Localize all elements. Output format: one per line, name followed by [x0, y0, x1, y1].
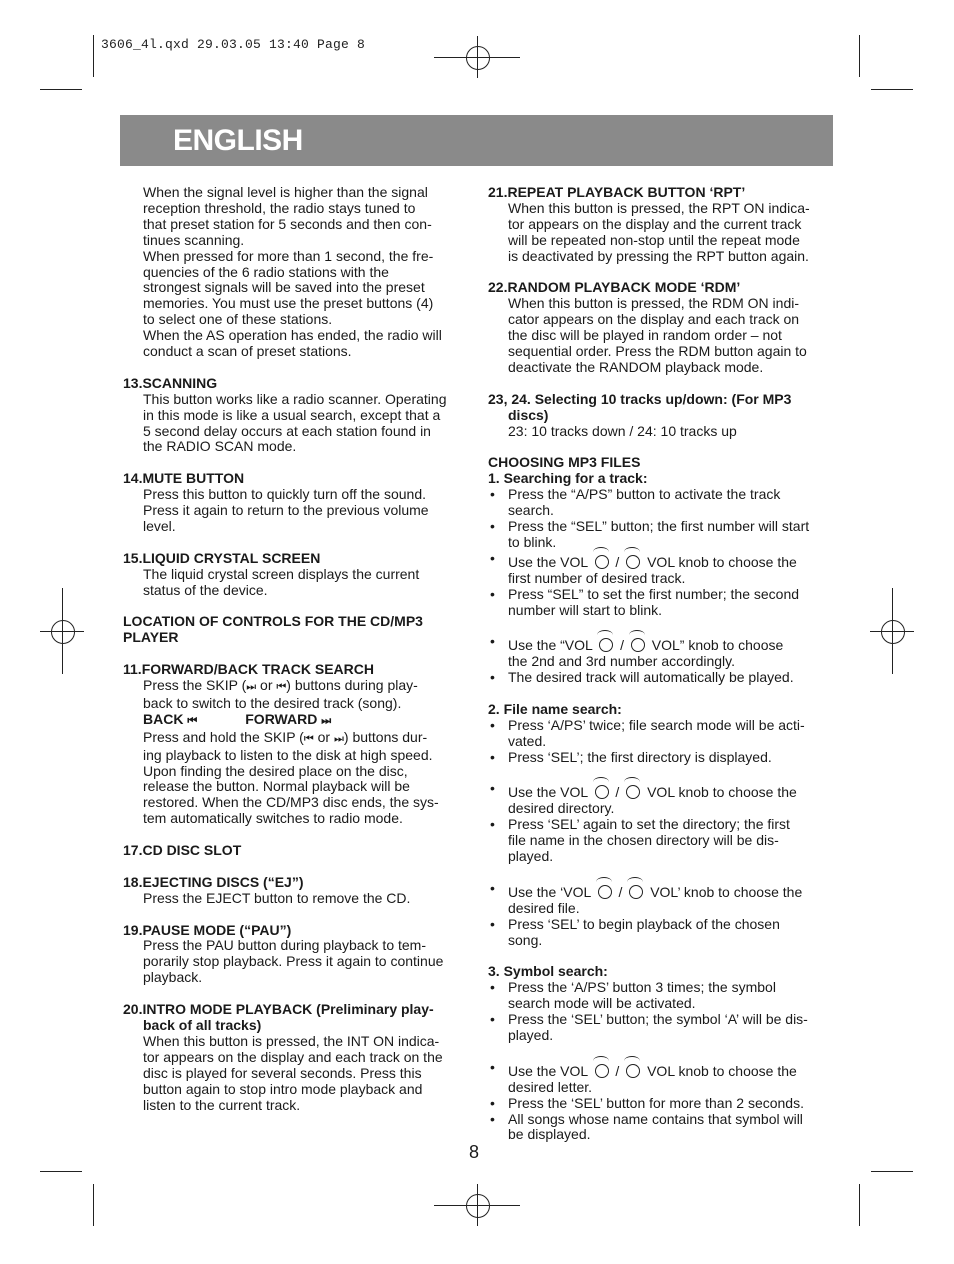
text-line: BACK ⏮ FORWARD ⏭	[143, 710, 332, 727]
text-line: desired letter.	[508, 1078, 593, 1095]
list-item: • Press the “SEL” button; the first number will start	[490, 517, 810, 534]
section-heading: 17.CD DISC SLOT	[123, 842, 242, 859]
list-item: • Use the “VOL / VOL” knob to choose	[488, 634, 834, 654]
section-heading: discs)	[508, 406, 549, 423]
list-item: • The desired track will automatically be played.	[490, 669, 794, 686]
text-line: search mode will be activated.	[508, 995, 696, 1012]
crop-mark	[859, 35, 860, 77]
text-line: conduct a scan of preset stations.	[143, 343, 352, 360]
text-line: desired directory.	[508, 800, 615, 817]
text-line: disc is played for several seconds. Press this	[143, 1064, 422, 1081]
text-line: reception threshold, the radio stays tuned to	[143, 199, 416, 216]
text-line: quencies of the 6 radio stations with the	[143, 263, 389, 280]
subsection-heading: 1. Searching for a track:	[488, 470, 648, 487]
list-item: • Press “SEL” to set the first number; the second	[490, 585, 800, 602]
skip-back-icon: ⏮	[276, 681, 287, 694]
crop-mark	[871, 89, 913, 90]
text-line: to blink.	[508, 533, 557, 550]
text-line: played.	[508, 1027, 554, 1043]
section-heading: 22.RANDOM PLAYBACK MODE ‘RDM’	[488, 279, 741, 296]
subsection-heading: 2. File name search:	[488, 700, 622, 717]
skip-forward-icon: ⏭	[246, 681, 257, 694]
text-line: desired file.	[508, 899, 580, 916]
volume-knob-icon	[592, 551, 612, 569]
text-line: memories. You must use the preset buttons (4)	[143, 295, 434, 312]
text-line: porarily stop playback. Press it again to continue	[143, 953, 444, 970]
section-heading: 21.REPEAT PLAYBACK BUTTON ‘RPT’	[488, 184, 746, 200]
volume-knob-icon	[623, 781, 643, 799]
text-line: When this button is pressed, the RPT ON indica-	[508, 199, 810, 216]
text-line: Upon finding the desired place on the disc,	[143, 762, 408, 779]
text-line: 5 second delay occurs at each station found in	[143, 422, 431, 439]
list-item: • Press the “A/PS” button to activate the track	[490, 486, 781, 503]
section-heading: 19.PAUSE MODE (“PAU”)	[123, 921, 292, 938]
section-heading: 18.EJECTING DISCS (“EJ”)	[123, 873, 304, 890]
text-line: When the signal level is higher than the signal	[143, 184, 428, 200]
text-line: This button works like a radio scanner. Operating	[143, 390, 447, 407]
volume-knob-icon	[623, 551, 643, 569]
text-line: played.	[508, 848, 554, 865]
text-line: tor appears on the display and the current track	[508, 215, 802, 232]
text-line: file name in the chosen directory will be dis-	[508, 832, 779, 849]
list-item: • Press ‘A/PS’ twice; file search mode will be acti-	[490, 716, 805, 733]
text-line: listen to the current track.	[143, 1096, 301, 1113]
volume-knob-icon	[626, 881, 646, 899]
volume-knob-icon	[628, 634, 648, 652]
print-slug: 3606_4l.qxd 29.03.05 13:40 Page 8	[101, 37, 366, 52]
list-item: • Press ‘SEL’ to begin playback of the chosen	[490, 915, 780, 932]
text-line: When this button is pressed, the INT ON indica-	[143, 1032, 440, 1049]
text-line: be displayed.	[508, 1126, 591, 1143]
text-line: tor appears on the display and each track on the	[143, 1048, 443, 1065]
section-heading: PLAYER	[123, 629, 179, 646]
section-heading: 11.FORWARD/BACK TRACK SEARCH	[123, 661, 374, 678]
section-heading: LOCATION OF CONTROLS FOR THE CD/MP3	[123, 613, 423, 630]
text-line: song.	[508, 931, 543, 948]
skip-forward-icon: ⏭	[333, 732, 344, 745]
list-item: • Press the ‘A/PS’ button 3 times; the symbol	[490, 979, 776, 996]
section-heading: CHOOSING MP3 FILES	[488, 454, 641, 471]
page-title: ENGLISH	[173, 124, 303, 157]
volume-knob-icon	[592, 1060, 612, 1078]
text-line: playback.	[143, 969, 203, 986]
crop-mark	[871, 1171, 913, 1172]
text-line: the 2nd and 3rd number accordingly.	[508, 653, 735, 670]
skip-forward-icon: ⏭	[321, 714, 332, 727]
text-line: first number of desired track.	[508, 569, 686, 586]
text-line: button again to stop intro mode playback and	[143, 1080, 423, 1097]
text-line: status of the device.	[143, 581, 268, 598]
section-heading: 14.MUTE BUTTON	[123, 470, 245, 487]
text-line: Press this button to quickly turn off the sound.	[143, 486, 427, 503]
crop-mark	[40, 89, 82, 90]
text-line: the RADIO SCAN mode.	[143, 438, 297, 455]
text-line: Press the PAU button during playback to tem-	[143, 937, 426, 954]
section-heading: 15.LIQUID CRYSTAL SCREEN	[123, 549, 321, 566]
skip-back-icon: ⏮	[303, 732, 314, 745]
text-line: When the AS operation has ended, the radio will	[143, 327, 442, 344]
language-banner	[120, 115, 833, 166]
text-line: release the button. Normal playback will be	[143, 778, 410, 795]
text-line: to select one of these stations.	[143, 311, 333, 328]
text-line: Press the EJECT button to remove the CD.	[143, 889, 411, 906]
page-number: 8	[469, 1142, 480, 1162]
text-line: strongest signals will be saved into the preset	[143, 279, 425, 296]
section-heading: 13.SCANNING	[123, 374, 218, 391]
text-line: cator appears on the display and each track on	[508, 311, 800, 328]
text-line: tinues scanning.	[143, 231, 245, 248]
text-line: ing playback to listen to the disk at high speed.	[143, 746, 433, 763]
text-line: level.	[143, 518, 176, 534]
volume-knob-icon	[595, 881, 615, 899]
text-line: When this button is pressed, the RDM ON indi-	[508, 295, 800, 312]
skip-back-icon: ⏮	[187, 714, 198, 727]
list-item: • Use the VOL / VOL knob to choose the	[488, 551, 834, 571]
text-line: When pressed for more than 1 second, the fre-	[143, 247, 434, 264]
text-line: is deactivated by pressing the RPT button again.	[508, 247, 809, 264]
text-line: Press and hold the SKIP (⏮ or ⏭) buttons dur-	[143, 728, 428, 745]
text-line: Press it again to return to the previous volume	[143, 502, 429, 519]
subsection-heading: 3. Symbol search:	[488, 963, 608, 980]
text-line: sequential order. Press the RDM button again to	[508, 343, 807, 360]
left-column	[123, 185, 468, 1113]
text-line: number will start to blink.	[508, 601, 663, 618]
volume-knob-icon	[623, 1060, 643, 1078]
text-line: tem automatically switches to radio mode.	[143, 810, 403, 827]
text-line: 23: 10 tracks down / 24: 10 tracks up	[508, 422, 737, 439]
text-line: The liquid crystal screen displays the current	[143, 565, 420, 582]
text-line: back to switch to the desired track (song).	[143, 694, 402, 711]
list-item: • Press ‘SEL’; the first directory is displayed.	[490, 748, 772, 765]
list-item: • Press ‘SEL’ again to set the directory; the first	[490, 816, 790, 833]
text-line: restored. When the CD/MP3 disc ends, the sys-	[143, 794, 439, 811]
text-line: deactivate the RANDOM playback mode.	[508, 358, 764, 375]
list-item: • All songs whose name contains that symbol will	[490, 1110, 803, 1127]
crop-mark	[93, 35, 94, 77]
text-line: vated.	[508, 732, 547, 749]
list-item: • Press the ‘SEL’ button; the symbol ‘A’ will be dis-	[490, 1011, 808, 1028]
section-heading: 20.INTRO MODE PLAYBACK (Preliminary play-	[123, 1001, 434, 1018]
list-item: • Use the VOL / VOL knob to choose the	[488, 781, 834, 801]
text-line: search.	[508, 502, 554, 519]
right-column	[488, 185, 834, 1143]
list-item: • Press the ‘SEL’ button for more than 2 seconds.	[490, 1094, 804, 1111]
crop-mark	[40, 1171, 82, 1172]
text-line: in this mode is like a usual search, except that a	[143, 406, 441, 423]
list-item: • Use the VOL / VOL knob to choose the	[488, 1060, 834, 1080]
volume-knob-icon	[592, 781, 612, 799]
crop-mark	[93, 1184, 94, 1226]
crop-mark	[859, 1184, 860, 1226]
section-heading: 23, 24. Selecting 10 tracks up/down: (For MP3	[488, 390, 792, 407]
text-line: that preset station for 5 seconds and then con-	[143, 215, 432, 232]
section-heading: back of all tracks)	[143, 1016, 262, 1033]
text-line: will be repeated non-stop until the repeat mode	[508, 231, 800, 248]
volume-knob-icon	[596, 634, 616, 652]
list-item: • Use the ‘VOL / VOL’ knob to choose the	[488, 881, 834, 901]
text-line: the disc will be played in random order – not	[508, 327, 782, 344]
text-line: Press the SKIP (⏭ or ⏮) buttons during play-	[143, 677, 418, 694]
